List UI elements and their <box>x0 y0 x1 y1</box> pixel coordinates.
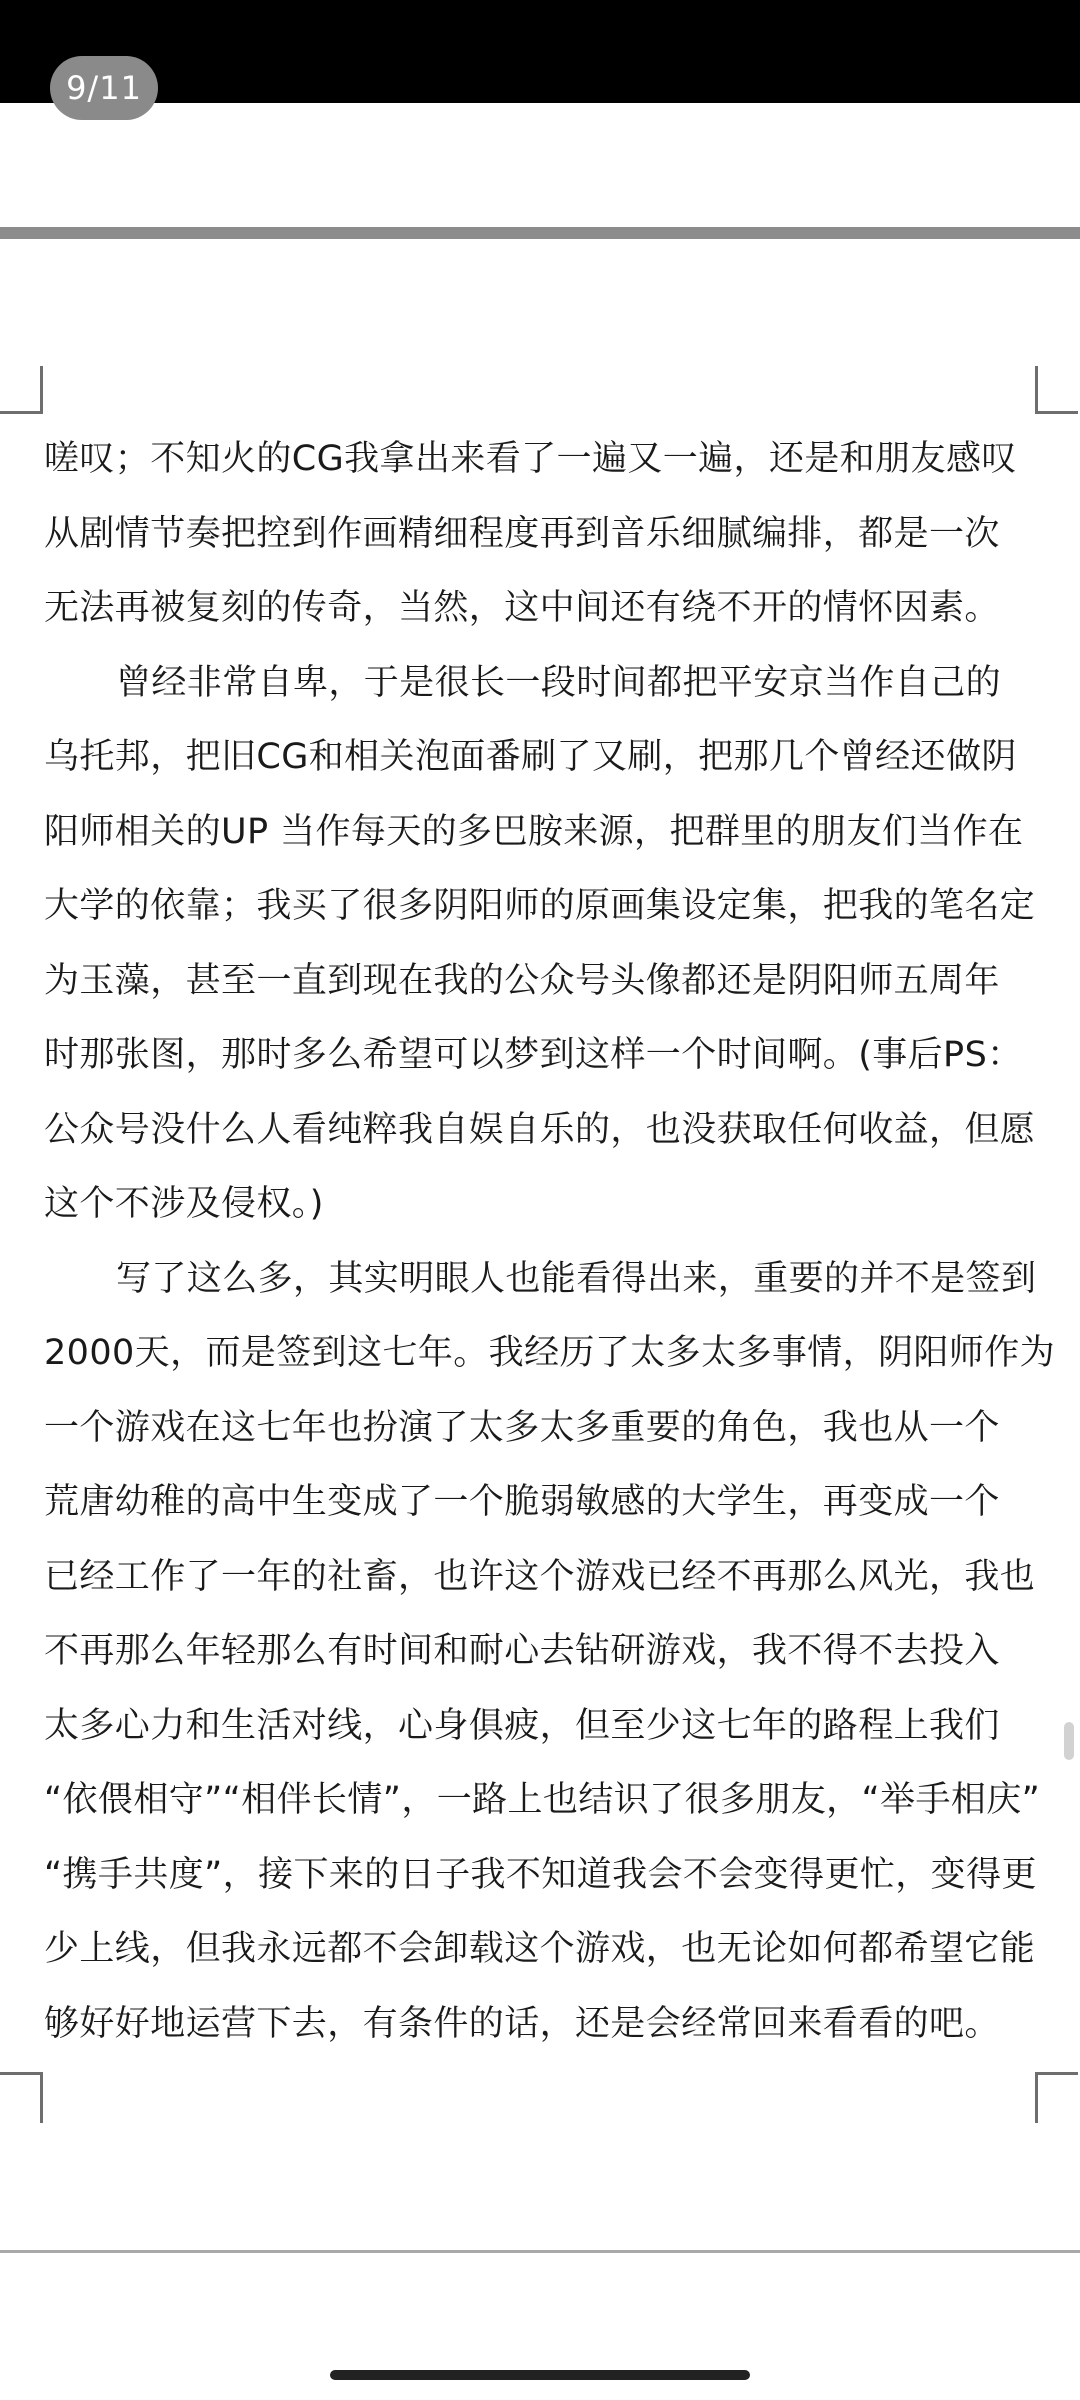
document-line: 嗟叹；不知火的CG我拿出来看了一遍又一遍，还是和朋友感叹 <box>44 439 1017 479</box>
document-line: 公众号没什么人看纯粹我自娱自乐的，也没获取任何收益，但愿 <box>44 1109 1036 1150</box>
crop-mark-top-left <box>0 366 43 414</box>
document-line: 够好好地运营下去，有条件的话，还是会经常回来看看的吧。 <box>44 2003 1000 2044</box>
scrollbar-handle[interactable] <box>1064 1722 1074 1760</box>
document-line: 曾经非常自卑，于是很长一段时间都把平安京当作自己的 <box>116 662 1002 703</box>
document-line: 不再那么年轻那么有时间和耐心去钻研游戏，我不得不去投入 <box>44 1631 1000 1671</box>
page-indicator: 9/11 <box>50 56 158 120</box>
document-line: 这个不涉及侵权。) <box>44 1184 324 1224</box>
document-line: 已经工作了一年的社畜，也许这个游戏已经不再那么风光，我也 <box>44 1556 1036 1597</box>
document-line: 写了这么多，其实明眼人也能看得出来，重要的并不是签到 <box>116 1258 1037 1299</box>
document-line: 太多心力和生活对线，心身俱疲，但至少这七年的路程上我们 <box>44 1705 1000 1746</box>
document-line: 乌托邦，把旧CG和相关泡面番刷了又刷，把那几个曾经还做阴 <box>44 737 1017 777</box>
crop-mark-bottom-right <box>1035 2072 1078 2123</box>
document-line: 荒唐幼稚的高中生变成了一个脆弱敏感的大学生，再变成一个 <box>44 1482 1000 1522</box>
document-line: 时那张图，那时多么希望可以梦到这样一个时间啊。(事后PS： <box>44 1035 1023 1075</box>
crop-mark-top-right <box>1035 366 1078 414</box>
page-divider-bottom <box>0 2250 1080 2253</box>
document-line: 大学的依靠；我买了很多阴阳师的原画集设定集，把我的笔名定 <box>44 886 1036 926</box>
document-line: 少上线，但我永远都不会卸载这个游戏，也无论如何都希望它能 <box>44 1929 1036 1969</box>
home-indicator[interactable] <box>330 2370 750 2380</box>
document-line: “依偎相守”“相伴长情”，一路上也结识了很多朋友，“举手相庆” <box>44 1780 1041 1820</box>
page-divider-top <box>0 227 1080 239</box>
document-line: 为玉藻，甚至一直到现在我的公众号头像都还是阴阳师五周年 <box>44 960 1000 1001</box>
document-line: 2000天，而是签到这七年。我经历了太多太多事情，阴阳师作为 <box>44 1333 1056 1373</box>
document-line: 一个游戏在这七年也扮演了太多太多重要的角色，我也从一个 <box>44 1407 1000 1448</box>
document-line: 从剧情节奏把控到作画精细程度再到音乐细腻编排，都是一次 <box>44 513 1000 554</box>
crop-mark-bottom-left <box>0 2072 43 2123</box>
document-line: 阳师相关的UP 当作每天的多巴胺来源，把群里的朋友们当作在 <box>44 811 1024 852</box>
document-page <box>44 422 1056 2061</box>
status-bar <box>0 0 1080 103</box>
document-line: 无法再被复刻的传奇，当然，这中间还有绕不开的情怀因素。 <box>44 588 1000 628</box>
document-line: “携手共度”，接下来的日子我不知道我会不会变得更忙，变得更 <box>44 1854 1037 1895</box>
